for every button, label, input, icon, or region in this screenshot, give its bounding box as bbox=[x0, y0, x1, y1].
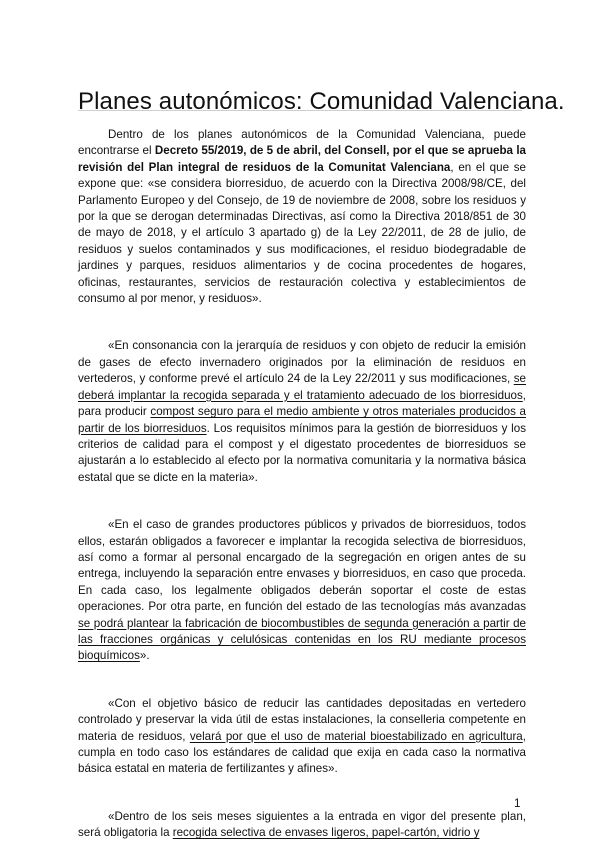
paragraph-decreto bbox=[78, 127, 526, 307]
text-run: Dentro de los planes autonómicos de la Comunidad Valenciana, puede encontrarse el bbox=[78, 128, 526, 158]
title-divider bbox=[78, 110, 522, 111]
text-run: «En consonancia con la jerarquía de residuos y con objeto de reducir la emisión de gases de efecto invernadero originados por la eliminación de residuos en vertederos, y conforme prevé el artículo 24 de la Ley 22/2011 y sus modificaciones, bbox=[78, 339, 526, 386]
paragraph-jerarquia bbox=[78, 338, 526, 486]
underlined-text: recogida selectiva de envases ligeros, papel-cartón, vidrio y bbox=[172, 826, 480, 840]
text-run: . Los requisitos mínimos para la gestión de biorresiduos y los criterios de calidad para el compost y el digestato procedentes de biorresiduos se ajustarán a lo establecido al efecto por la normativa comunitaria y la normativa básica estatal que se dicte en la materia». bbox=[78, 421, 526, 484]
text-run: «En el caso de grandes productores públicos y privados de biorresiduos, todos ellos, estarán obligados a favorecer e implantar la recogida selectiva de biorresiduos, así como a formar al personal encargado de la segregación en origen antes de su entrega, incluyendo la separación entre envases y biorresiduos, en caso que proceda. En cada caso, los legalmente obligados deberán soportar el coste de estas operaciones. Por otra parte, en función del estado de las tecnologías más avanzadas bbox=[78, 518, 526, 614]
paragraph-vertedero bbox=[78, 696, 526, 778]
text-run: «Con el objetivo básico de reducir las cantidades depositadas en vertedero controlado y preservar la vida útil de estas instalaciones, la conselleria competente en materia de residuos, bbox=[78, 696, 526, 743]
document-body bbox=[78, 127, 526, 842]
underlined-text: se deberá implantar la recogida separada y el tratamiento adecuado de los biorresiduos bbox=[78, 372, 526, 402]
underlined-text: se podrá plantear la fabricación de biocombustibles de segunda generación a partir de las fracciones orgánicas y celulósicas contenidas en los RU mediante procesos bioquímicos bbox=[78, 616, 526, 663]
text-run: , en el que se expone que: «se considera biorresiduo, de acuerdo con la Directiva 2008/98/CE, del Parlamento Europeo y del Consejo, de 19 de noviembre de 2008, sobre los residuos y por la que se derogan determinadas Directivas, así como la Directiva 2018/851 de 30 de mayo de 2018, y el artículo 3 apartado g) de la Ley 22/2011, de 28 de julio, de residuos y suelos contaminados y sus modificaciones, el residuo biodegradable de jardines y parques, residuos alimentarios y de cocina procedentes de hogares, oficinas, restaurantes, servicios de restauración colectiva y establecimientos de consumo al por menor, y residuos». bbox=[78, 160, 526, 306]
text-run: «Dentro de los seis meses siguientes a la entrada en vigor del presente plan, será obligatoria la bbox=[78, 809, 526, 840]
decree-title-bold: Decreto 55/2019, de 5 de abril, del Consell, por el que se aprueba la revisión del Plan integral de residuos de la Comunitat Valenciana bbox=[78, 144, 526, 174]
text-run: ». bbox=[139, 649, 150, 663]
paragraph-grandes-productores bbox=[78, 517, 526, 665]
text-run: , cumpla en todo caso los estándares de calidad que exija en cada caso la normativa básica estatal en materia de fertilizantes y afines». bbox=[78, 729, 526, 776]
page-title: Planes autonómicos: Comunidad Valenciana. bbox=[78, 88, 565, 116]
paragraph-seis-meses bbox=[78, 809, 526, 842]
page-number: 1 bbox=[514, 797, 521, 810]
underlined-text: compost seguro para el medio ambiente y otros materiales producidos a partir de los biorresiduos bbox=[78, 405, 526, 435]
underlined-text: velará por que el uso de material bioestabilizado en agricultura bbox=[189, 729, 523, 743]
text-run: , para producir bbox=[78, 388, 526, 419]
